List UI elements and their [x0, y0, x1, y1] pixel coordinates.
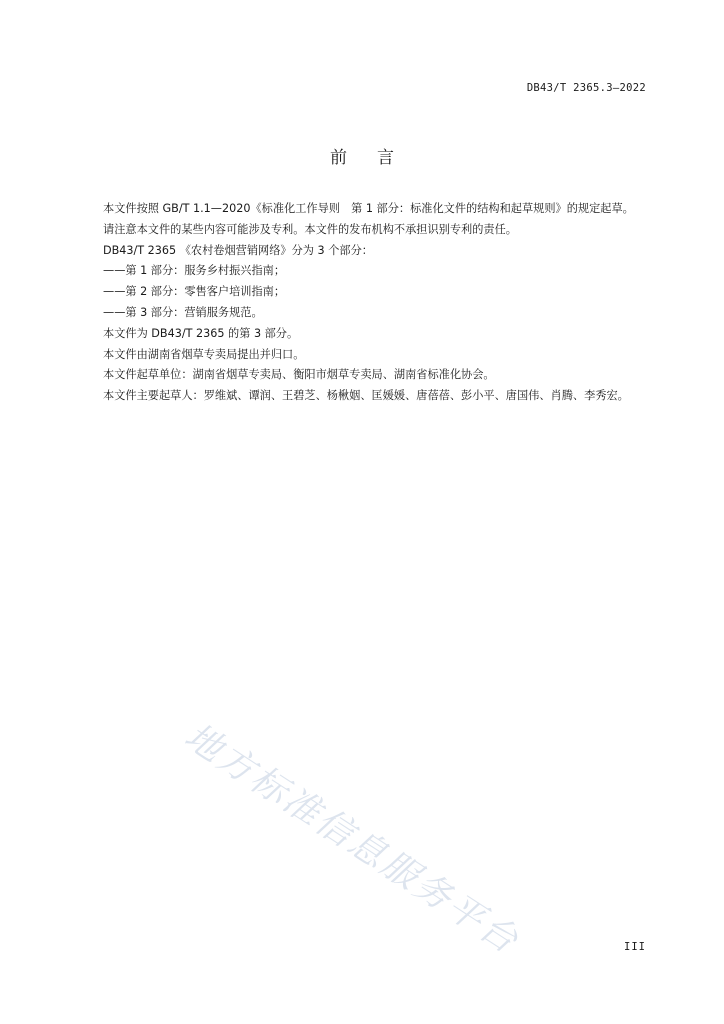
list-item-part-2: ——第 2 部分：零售客户培训指南；	[103, 285, 286, 299]
title-char-1: 前	[330, 148, 347, 168]
paragraph-patent-notice: 请注意本文件的某些内容可能涉及专利。本文件的发布机构不承担识别专利的责任。	[103, 222, 517, 236]
page-title	[0, 143, 724, 168]
document-code: DB43/T 2365.3—2022	[526, 82, 646, 94]
paragraph-drafters: 本文件主要起草人：罗维斌、谭润、王碧芝、杨楸姻、匡媛媛、唐蓓蓓、彭小平、唐国伟、肖腾、李秀宏。	[103, 389, 629, 403]
title-char-2: 言	[377, 148, 394, 168]
watermark: 地方标准信息服务平台	[177, 715, 527, 963]
paragraph-parts-intro: DB43/T 2365 《农村卷烟营销网络》分为 3 个部分：	[103, 243, 373, 257]
foreword-body	[80, 199, 646, 407]
paragraph-this-part: 本文件为 DB43/T 2365 的第 3 部分。	[103, 326, 299, 340]
list-item-part-1: ——第 1 部分：服务乡村振兴指南；	[103, 264, 286, 278]
paragraph-drafting-basis: 本文件按照 GB/T 1.1—2020《标准化工作导则 第 1 部分：标准化文件的结构和起草规则》的规定起草。	[103, 202, 634, 215]
paragraph-drafting-units: 本文件起草单位：湖南省烟草专卖局、衡阳市烟草专卖局、湖南省标准化协会。	[103, 368, 495, 382]
page-number: III	[624, 941, 646, 953]
paragraph-proposer: 本文件由湖南省烟草专卖局提出并归口。	[103, 347, 305, 361]
list-item-part-3: ——第 3 部分：营销服务规范。	[103, 305, 263, 319]
